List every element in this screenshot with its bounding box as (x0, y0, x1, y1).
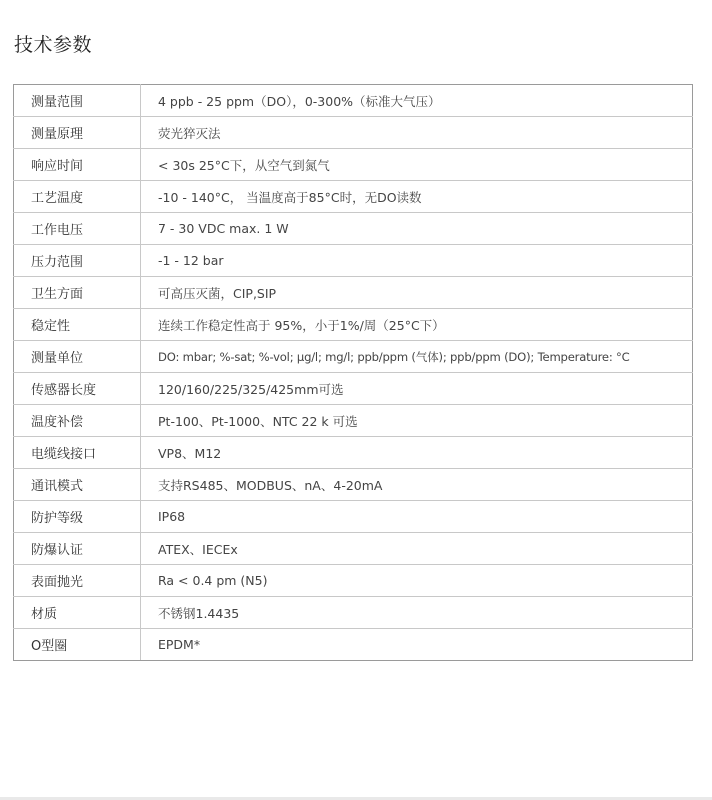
spec-value: 支持RS485、MODBUS、nA、4-20mA (141, 469, 693, 501)
spec-label: 工艺温度 (14, 181, 141, 213)
spec-label: 响应时间 (14, 149, 141, 181)
spec-value: Pt-100、Pt-1000、NTC 22 k 可选 (141, 405, 693, 437)
table-row (14, 117, 693, 149)
spec-label: 稳定性 (14, 309, 141, 341)
spec-label: 测量原理 (14, 117, 141, 149)
spec-label: 传感器长度 (14, 373, 141, 405)
spec-value: EPDM* (141, 629, 693, 661)
page-title: 技术参数 (14, 34, 93, 56)
spec-value: -1 - 12 bar (141, 245, 693, 277)
spec-value: 荧光猝灭法 (141, 117, 693, 149)
spec-label: 压力范围 (14, 245, 141, 277)
table-row (14, 629, 693, 661)
spec-value: Ra < 0.4 pm (N5) (141, 565, 693, 597)
spec-label: 防护等级 (14, 501, 141, 533)
spec-value: IP68 (141, 501, 693, 533)
spec-label: 材质 (14, 597, 141, 629)
table-row (14, 245, 693, 277)
table-row (14, 341, 693, 373)
spec-value: 120/160/225/325/425mm可选 (141, 373, 693, 405)
spec-value: 连续工作稳定性高于 95%，小于1%/周（25°C下） (141, 309, 693, 341)
table-row (14, 437, 693, 469)
spec-value: 不锈钢1.4435 (141, 597, 693, 629)
spec-value: ATEX、IECEx (141, 533, 693, 565)
table-row (14, 309, 693, 341)
spec-value: -10 - 140°C， 当温度高于85°C时，无DO读数 (141, 181, 693, 213)
spec-label: 测量单位 (14, 341, 141, 373)
spec-label: 表面抛光 (14, 565, 141, 597)
spec-label: 卫生方面 (14, 277, 141, 309)
table-row (14, 181, 693, 213)
spec-table (13, 84, 693, 661)
spec-label: 测量范围 (14, 85, 141, 117)
spec-label: 电缆线接口 (14, 437, 141, 469)
table-row (14, 405, 693, 437)
spec-value: < 30s 25°C下，从空气到氮气 (141, 149, 693, 181)
table-row (14, 149, 693, 181)
spec-label: 防爆认证 (14, 533, 141, 565)
spec-value: DO: mbar; %-sat; %-vol; μg/l; mg/l; ppb/ppm (气体); ppb/ppm (DO); Temperature: °C (141, 341, 693, 373)
table-row (14, 373, 693, 405)
spec-value: 可高压灭菌，CIP,SIP (141, 277, 693, 309)
spec-label: 工作电压 (14, 213, 141, 245)
table-row (14, 277, 693, 309)
table-row (14, 213, 693, 245)
spec-label: O型圈 (14, 629, 141, 661)
spec-value: 7 - 30 VDC max. 1 W (141, 213, 693, 245)
table-row (14, 85, 693, 117)
table-row (14, 469, 693, 501)
table-row (14, 565, 693, 597)
spec-label: 温度补偿 (14, 405, 141, 437)
spec-label: 通讯模式 (14, 469, 141, 501)
table-row (14, 597, 693, 629)
spec-value: VP8、M12 (141, 437, 693, 469)
table-row (14, 501, 693, 533)
table-row (14, 533, 693, 565)
spec-value: 4 ppb - 25 ppm（DO），0-300%（标准大气压） (141, 85, 693, 117)
